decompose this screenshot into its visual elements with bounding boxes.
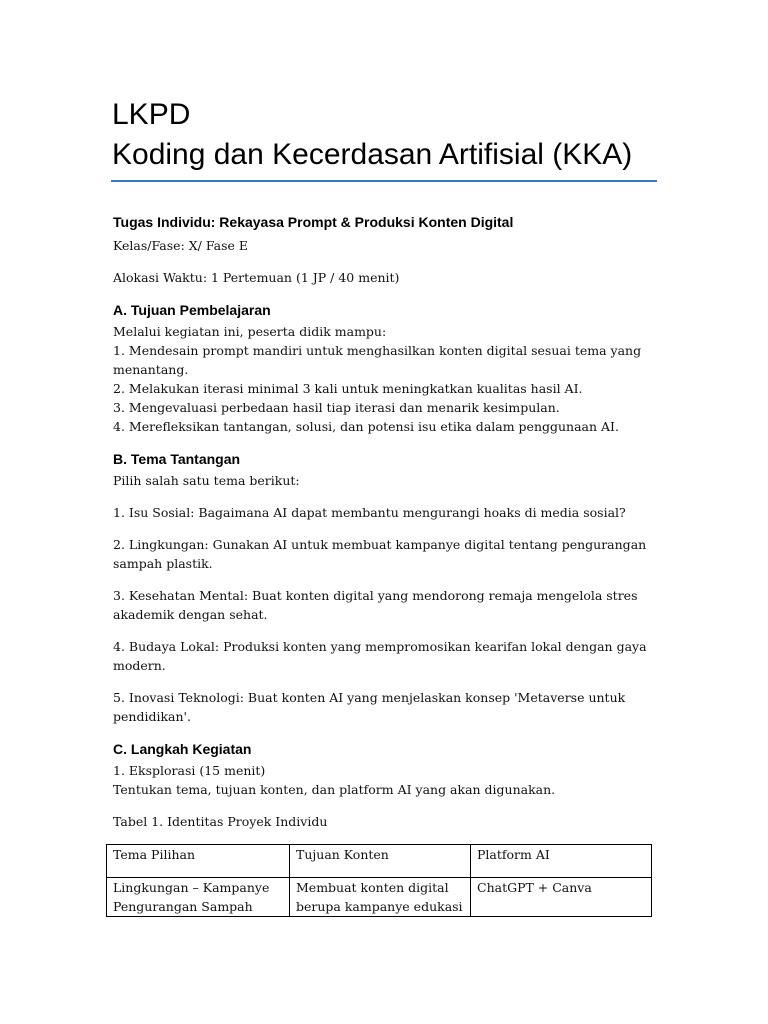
theme-item: 3. Kesehatan Mental: Buat konten digital yang mendorong remaja mengelola stres akademik dengan sehat. xyxy=(113,588,638,622)
table-cell: Membuat konten digital berupa kampanye edukasi xyxy=(290,878,471,917)
title-lkpd: LKPD xyxy=(112,98,191,131)
task-title: Tugas Individu: Rekayasa Prompt & Produksi Konten Digital xyxy=(113,214,514,230)
theme-item: 5. Inovasi Teknologi: Buat konten AI yang menjelaskan konsep 'Metaverse untuk pendidikan'. xyxy=(113,690,626,724)
table-cell: ChatGPT + Canva xyxy=(471,878,652,917)
objective-item: 1. Mendesain prompt mandiri untuk menghasilkan konten digital sesuai tema yang menantang. xyxy=(113,343,642,377)
table-header-cell: Tujuan Konten xyxy=(290,845,471,878)
table-header-cell: Platform AI xyxy=(471,845,652,878)
title-divider xyxy=(111,180,657,182)
table-cell: Lingkungan – Kampanye Pengurangan Sampah xyxy=(107,878,290,917)
section-c-heading: C. Langkah Kegiatan xyxy=(113,741,252,757)
objective-item: 2. Melakukan iterasi minimal 3 kali untuk meningkatkan kualitas hasil AI. xyxy=(113,381,583,396)
objective-item: 4. Merefleksikan tantangan, solusi, dan potensi isu etika dalam penggunaan AI. xyxy=(113,419,619,434)
title-subject: Koding dan Kecerdasan Artifisial (KKA) xyxy=(112,138,633,171)
section-b-intro: Pilih salah satu tema berikut: xyxy=(113,473,300,488)
document-title xyxy=(112,95,672,175)
table-header-cell: Tema Pilihan xyxy=(107,845,290,878)
objective-item: 3. Mengevaluasi perbedaan hasil tiap iterasi dan menarik kesimpulan. xyxy=(113,400,560,415)
time-allocation: Alokasi Waktu: 1 Pertemuan (1 JP / 40 menit) xyxy=(113,270,400,285)
section-a-heading: A. Tujuan Pembelajaran xyxy=(113,302,271,318)
step1-description: Tentukan tema, tujuan konten, dan platform AI yang akan digunakan. xyxy=(113,782,556,797)
section-a-intro: Melalui kegiatan ini, peserta didik mampu: xyxy=(113,324,387,339)
table-caption: Tabel 1. Identitas Proyek Individu xyxy=(113,814,328,829)
document-body xyxy=(113,212,658,917)
theme-item: 2. Lingkungan: Gunakan AI untuk membuat kampanye digital tentang pengurangan sampah plastik. xyxy=(113,537,647,571)
table-header-row xyxy=(107,845,652,878)
table-row xyxy=(107,878,652,917)
project-identity-table xyxy=(106,844,652,917)
step1-title: 1. Eksplorasi (15 menit) xyxy=(113,763,266,778)
theme-item: 1. Isu Sosial: Bagaimana AI dapat membantu mengurangi hoaks di media sosial? xyxy=(113,505,626,520)
section-b-heading: B. Tema Tantangan xyxy=(113,451,241,467)
theme-item: 4. Budaya Lokal: Produksi konten yang mempromosikan kearifan lokal dengan gaya modern. xyxy=(113,639,647,673)
class-phase: Kelas/Fase: X/ Fase E xyxy=(113,238,249,253)
